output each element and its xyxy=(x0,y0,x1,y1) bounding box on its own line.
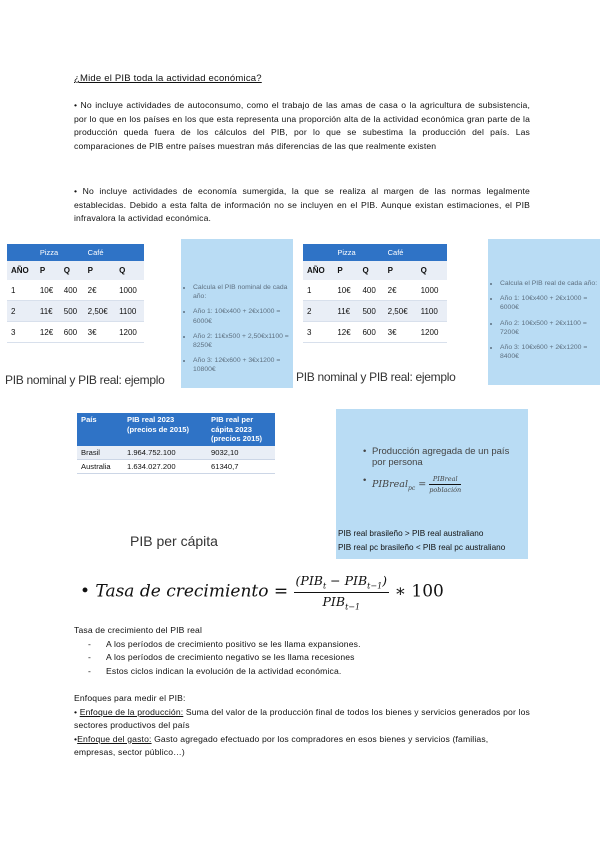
table-row xyxy=(303,322,447,343)
group-cafe: Café xyxy=(84,244,144,261)
cell: 400 xyxy=(60,280,84,301)
list-item: - A los períodos de crecimiento positivo se les llama expansiones. xyxy=(88,638,361,649)
cell: 2€ xyxy=(384,280,417,301)
group-pizza: Pizza xyxy=(333,244,383,261)
col-header: P xyxy=(333,261,358,280)
cell: 11€ xyxy=(333,301,358,322)
col-header: Q xyxy=(358,261,383,280)
note-item: • Calcula el PIB nominal de cada año: xyxy=(193,283,293,301)
cell: 2 xyxy=(7,301,36,322)
cell: 10€ xyxy=(333,280,358,301)
caption-nominal-example: PIB nominal y PIB real: ejemplo xyxy=(5,373,165,387)
col-header: País xyxy=(77,413,123,446)
cell: 11€ xyxy=(36,301,60,322)
cell: 1000 xyxy=(417,280,447,301)
col-header: PIB real per cápita 2023 (precios 2015) xyxy=(207,413,275,446)
approach-expenditure: •Enfoque del gasto: Gasto agregado efectuado por los compradores en esos bienes y servicios (familias, empresas, sector público…) xyxy=(74,733,489,757)
col-header: PIB real 2023 (precios de 2015) xyxy=(123,413,207,446)
cell: 2,50€ xyxy=(384,301,417,322)
note-item: • Año 2: 10€x500 + 2€x1100 = 7200€ xyxy=(500,319,600,337)
note-item: • Calcula el PIB real de cada año: xyxy=(500,279,600,288)
note-item: • Año 1: 10€x400 + 2€x1000 = 6000€ xyxy=(193,307,293,325)
cell: 500 xyxy=(358,301,383,322)
caption-real-example: PIB nominal y PIB real: ejemplo xyxy=(296,370,456,384)
cell: 12€ xyxy=(333,322,358,343)
cell: 3 xyxy=(303,322,333,343)
per-capita-box xyxy=(336,409,528,559)
cell: 2,50€ xyxy=(84,301,115,322)
cell: 10€ xyxy=(36,280,60,301)
section-heading: ¿Mide el PIB toda la actividad económica? xyxy=(74,73,262,84)
cell: 400 xyxy=(358,280,383,301)
real-gdp-table xyxy=(303,244,447,343)
cell: 500 xyxy=(60,301,84,322)
real-gdp-note xyxy=(488,239,600,385)
list-item: - A los períodos de crecimiento negativo se les llama recesiones xyxy=(88,652,355,662)
col-header: Q xyxy=(60,261,84,280)
note-item: • Año 3: 10€x600 + 2€x1200 = 8400€ xyxy=(500,343,600,361)
cell: 1.634.027.200 xyxy=(123,459,207,473)
cell: 3 xyxy=(7,322,36,343)
cell: 61340,7 xyxy=(207,459,275,473)
cell: 2€ xyxy=(84,280,115,301)
table-row xyxy=(303,301,447,322)
group-pizza: Pizza xyxy=(36,244,84,261)
per-capita-conclusions: PIB real brasileño > PIB real australiano PIB real pc brasileño < PIB real pc australiano xyxy=(338,529,506,552)
note-item: • Año 1: 10€x400 + 2€x1000 = 6000€ xyxy=(500,294,600,312)
growth-heading: Tasa de crecimiento del PIB real xyxy=(74,625,203,635)
table-row xyxy=(7,280,144,301)
cell: 1 xyxy=(7,280,36,301)
paragraph-autoconsumo: • No incluye actividades de autoconsumo, como el trabajo de las amas de casa o la agricultura de subsistencia, por lo que en los países en los que esta representa una proporción alta de la actividad económica gran parte de la producción queda fuera de los cálculos del PIB, por lo que se subestima la producción del país. Las comparaciones de PIB entre países muestran más diferencias de las que realmente existen xyxy=(74,100,530,151)
nominal-gdp-table xyxy=(7,244,144,343)
cell: 600 xyxy=(60,322,84,343)
approach-production: • Enfoque de la producción: Suma del valor de la producción final de todos los bienes y servicios generados por los sectores productivos del país xyxy=(74,706,530,730)
cell: 1.964.752.100 xyxy=(123,446,207,460)
per-capita-formula: • PIBreal$_{pc}$ = $\frac{\text{PIBreal}}{\text{población}}$ xyxy=(363,475,462,494)
cell: 1100 xyxy=(417,301,447,322)
table-row xyxy=(7,301,144,322)
group-cafe: Café xyxy=(384,244,447,261)
growth-rate-section xyxy=(74,624,534,678)
gdp-per-capita-table xyxy=(77,413,275,474)
cell: 600 xyxy=(358,322,383,343)
table-row xyxy=(77,446,275,460)
cell: 3€ xyxy=(384,322,417,343)
cell: 12€ xyxy=(36,322,60,343)
paragraph-economia-sumergida: • No incluye actividades de economía sumergida, la que se realiza al margen de las normas legalmente establecidas. Debido a esta falta de información no se incluyen en el PIB. Aunque existan estimaciones, el PIB infravalora la actividad económica. xyxy=(74,186,530,223)
caption-per-capita: PIB per cápita xyxy=(130,533,218,549)
approaches-section xyxy=(74,692,532,760)
cell: 3€ xyxy=(84,322,115,343)
table-row xyxy=(77,459,275,473)
list-item: - Estos ciclos indican la evolución de la actividad económica. xyxy=(88,665,342,676)
cell: 1100 xyxy=(115,301,144,322)
table-row xyxy=(7,322,144,343)
cell: 1200 xyxy=(417,322,447,343)
cell: 1 xyxy=(303,280,333,301)
col-header: P xyxy=(384,261,417,280)
approaches-heading: Enfoques para medir el PIB: xyxy=(74,693,186,703)
col-header: Q xyxy=(417,261,447,280)
table-row xyxy=(303,280,447,301)
note-item: • Año 3: 12€x600 + 3€x1200 = 10800€ xyxy=(193,356,293,374)
cell: 9032,10 xyxy=(207,446,275,460)
per-capita-definition: • Producción agregada de un país por persona xyxy=(363,446,510,468)
note-item: • Año 2: 11€x500 + 2,50€x1100 = 8250€ xyxy=(193,332,293,350)
cell: 2 xyxy=(303,301,333,322)
col-header: AÑO xyxy=(7,261,36,280)
cell: 1200 xyxy=(115,322,144,343)
col-header: Q xyxy=(115,261,144,280)
col-header: P xyxy=(36,261,60,280)
cell: 1000 xyxy=(115,280,144,301)
cell: Australia xyxy=(77,459,123,473)
col-header: AÑO xyxy=(303,261,333,280)
nominal-gdp-note xyxy=(181,239,293,388)
cell: Brasil xyxy=(77,446,123,460)
col-header: P xyxy=(84,261,115,280)
growth-rate-formula: • Tasa de crecimiento = $\frac{(PIB_t - PIB_{t-1})}{PIB_{t-1}}$ ∗ 100 xyxy=(80,573,444,611)
